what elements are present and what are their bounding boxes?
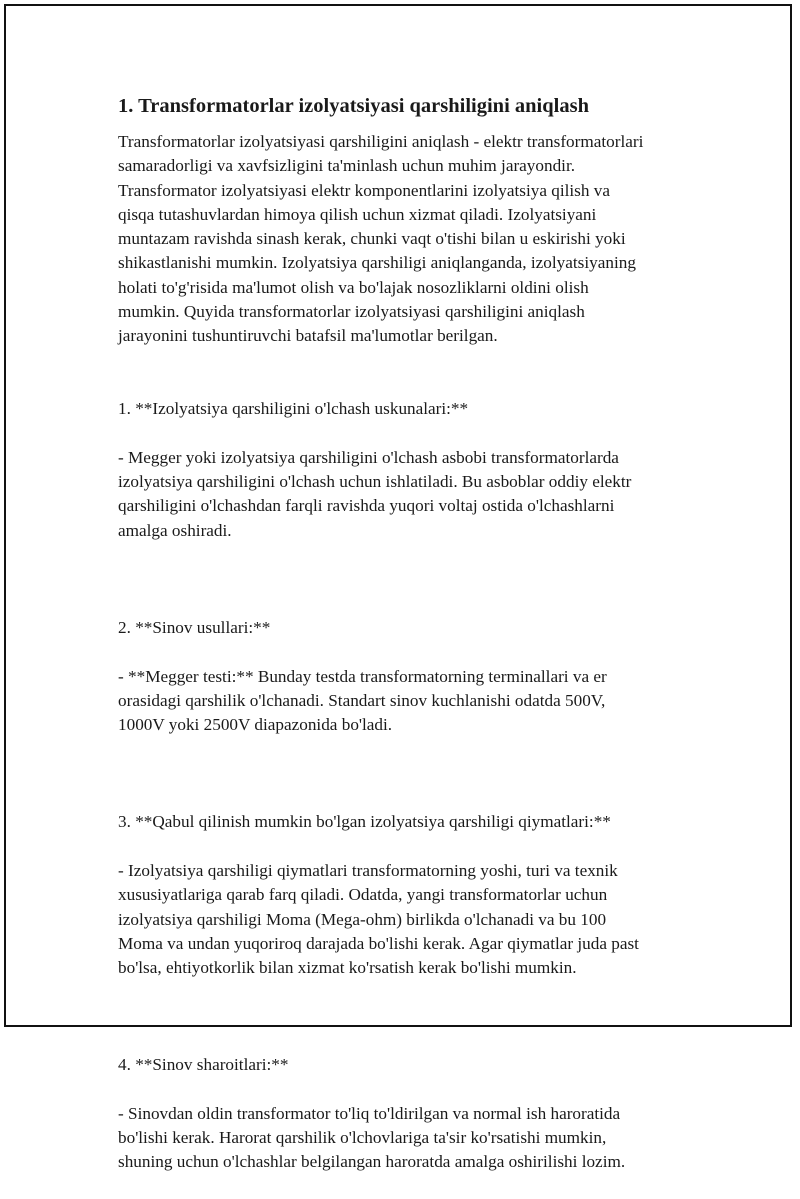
section-heading: 2. **Sinov usullari:**	[118, 617, 271, 637]
section-acceptable-values	[118, 786, 690, 1005]
section-body: - Izolyatsiya qarshiligi qiymatlari transformatorning yoshi, turi va texnik xususiyatlariga qarab farq qiladi. Odatda, yangi transformatorlar uchun izolyatsiya qarshiligi Moma (Mega-ohm) birlikda o'lchanadi va bu 100 Moma va undan yuqoriroq darajada bo'lishi kerak. Agar qiymatlar juda past bo'lsa, ehtiyotkorlik bilan xizmat ko'rsatish kerak bo'lishi mumkin.	[118, 860, 639, 978]
document-content	[118, 92, 690, 1199]
section-body: - Megger yoki izolyatsiya qarshiligini o'lchash asbobi transformatorlarda izolyatsiya qarshiligini o'lchash uchun ishlatiladi. Bu asboblar oddiy elektr qarshiligini o'lchashdan farqli ravishda yuqori voltaj ostida o'lchashlarni amalga oshiradi.	[118, 447, 632, 540]
section-test-methods	[118, 592, 690, 762]
document-title: 1. Transformatorlar izolyatsiyasi qarshiligini aniqlash	[118, 95, 589, 117]
section-heading: 1. **Izolyatsiya qarshiligini o'lchash uskunalari:**	[118, 399, 469, 419]
section-body: - Sinovdan oldin transformator to'liq to'ldirilgan va normal ish haroratida bo'lishi kerak. Harorat qarshilik o'lchovlariga ta'sir ko'rsatishi mumkin, shuning uchun o'lchashlar belgilangan haroratda amalga oshirilishi lozim.	[118, 1103, 626, 1172]
section-heading: 4. **Sinov sharoitlari:**	[118, 1055, 289, 1075]
section-heading: 3. **Qabul qilinish mumkin bo'lgan izolyatsiya qarshiligi qiymatlari:**	[118, 812, 611, 832]
section-test-conditions	[118, 1029, 690, 1199]
section-measurement-equipment	[118, 373, 690, 567]
intro-paragraph: Transformatorlar izolyatsiyasi qarshiligini aniqlash - elektr transformatorlari samaradorligi va xavfsizligini ta'minlash uchun muhim jarayondir. Transformator izolyatsiyasi elektr komponentlarini izolyatsiya qilish va qisqa tutashuvlardan himoya qilish uchun xizmat qiladi. Izolyatsiyani muntazam ravishda sinash kerak, chunki vaqt o'tishi bilan u eskirishi yoki shikastlanishi mumkin. Izolyatsiya qarshiligi aniqlanganda, izolyatsiyaning holati to'g'risida ma'lumot olish va bo'lajak nosozliklarni oldini olish mumkin. Quyida transformatorlar izolyatsiyasi qarshiligini aniqlash jarayonini tushuntiruvchi batafsil ma'lumotlar berilgan.	[118, 132, 644, 346]
section-body: - **Megger testi:** Bunday testda transformatorning terminallari va er orasidagi qarshilik o'lchanadi. Standart sinov kuchlanishi odatda 500V, 1000V yoki 2500V diapazonida bo'ladi.	[118, 666, 607, 735]
